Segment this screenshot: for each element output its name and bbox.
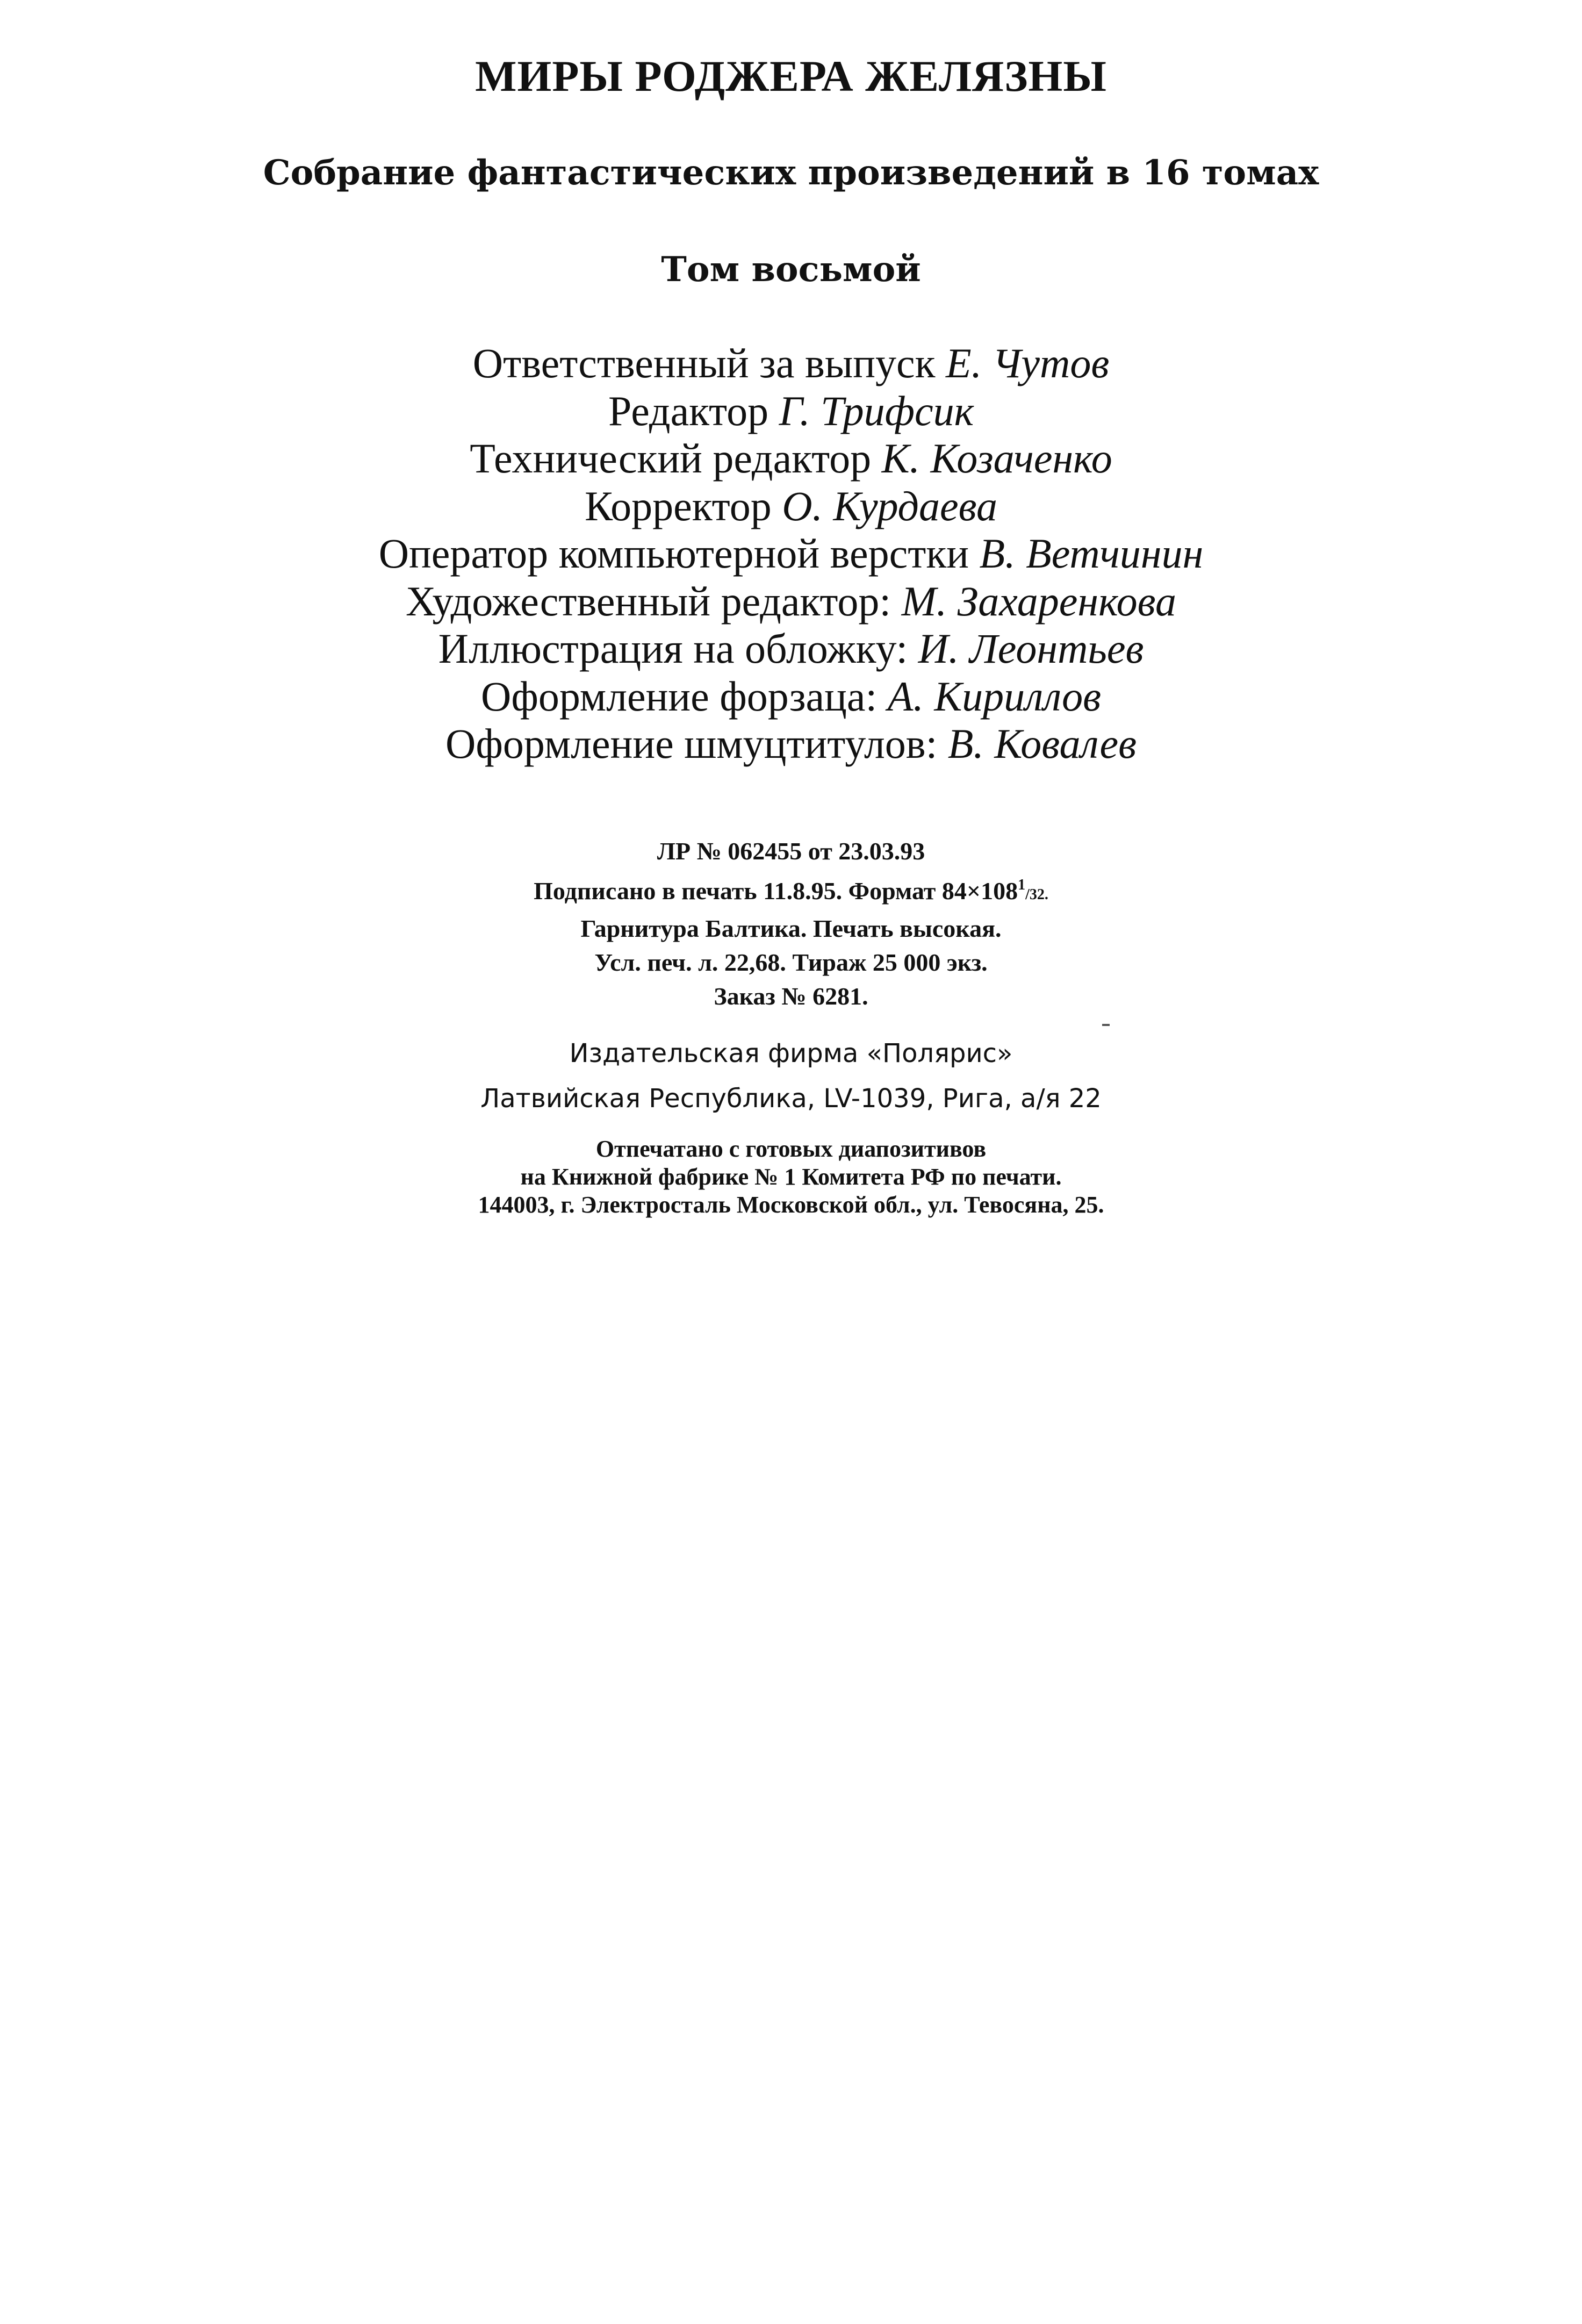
credit-name: А. Кириллов: [887, 672, 1101, 720]
publisher-name: Издательская фирма «Полярис»: [569, 1038, 1013, 1068]
credits-list: [0, 340, 1582, 768]
credit-role: Ответственный за выпуск: [472, 340, 936, 386]
printer-line-2: на Книжной фабрике № 1 Комитета РФ по печати.: [520, 1164, 1062, 1190]
credit-line: [0, 483, 1582, 530]
credit-role: Корректор: [585, 482, 772, 529]
credit-line: [0, 578, 1582, 626]
license-line: ЛР № 062455 от 23.03.93: [657, 837, 925, 865]
credit-name: Г. Трифсик: [779, 387, 974, 434]
credit-role: Оператор компьютерной верстки: [378, 530, 969, 577]
collection-title: Собрание фантастических произведений в 16 томах: [263, 153, 1319, 193]
credit-name: К. Козаченко: [881, 435, 1112, 482]
format-numerator: 1: [1018, 877, 1026, 893]
credit-name: И. Леонтьев: [918, 625, 1144, 672]
credit-role: Технический редактор: [470, 435, 872, 482]
credit-line: [0, 625, 1582, 673]
printer-info: [0, 1135, 1582, 1219]
signed-format-line: [0, 868, 1582, 912]
credit-role: Редактор: [608, 387, 769, 434]
signed-format-text: Подписано в печать 11.8.95. Формат 84×108: [534, 877, 1018, 905]
publisher-info: [0, 1031, 1582, 1121]
credit-line: [0, 673, 1582, 721]
credit-name: О. Курдаева: [782, 482, 997, 529]
credit-role: Иллюстрация на обложку:: [438, 625, 908, 672]
credit-line: [0, 388, 1582, 435]
credit-role: Оформление шмуцтитулов:: [445, 720, 938, 767]
print-info: [0, 834, 1582, 1013]
credit-line: [0, 340, 1582, 388]
credit-name: М. Захаренкова: [901, 577, 1176, 625]
credit-role: Художественный редактор:: [406, 577, 891, 625]
order-line: Заказ № 6281.: [714, 982, 868, 1010]
credit-line: [0, 435, 1582, 483]
credit-name: Е. Чутов: [946, 340, 1110, 386]
typeface-line: Гарнитура Балтика. Печать высокая.: [580, 915, 1002, 942]
printer-line-1: Отпечатано с готовых диапозитивов: [595, 1136, 987, 1162]
volume-title: Том восьмой: [661, 249, 921, 290]
credit-line: [0, 530, 1582, 578]
credit-line: [0, 720, 1582, 768]
sheets-line: Усл. печ. л. 22,68. Тираж 25 000 экз.: [594, 949, 988, 976]
printer-line-3: 144003, г. Электросталь Московской обл., ул. Тевосяна, 25.: [478, 1192, 1104, 1218]
format-denominator: /32.: [1025, 886, 1048, 903]
print-speck: [1102, 1024, 1110, 1026]
credit-role: Оформление форзаца:: [481, 672, 878, 720]
credit-name: В. Ковалев: [947, 720, 1137, 767]
publisher-address: Латвийская Республика, LV-1039, Рига, а/я 22: [480, 1084, 1102, 1114]
credit-name: В. Ветчинин: [979, 530, 1204, 577]
series-title: МИРЫ РОДЖЕРА ЖЕЛЯЗНЫ: [475, 52, 1107, 101]
